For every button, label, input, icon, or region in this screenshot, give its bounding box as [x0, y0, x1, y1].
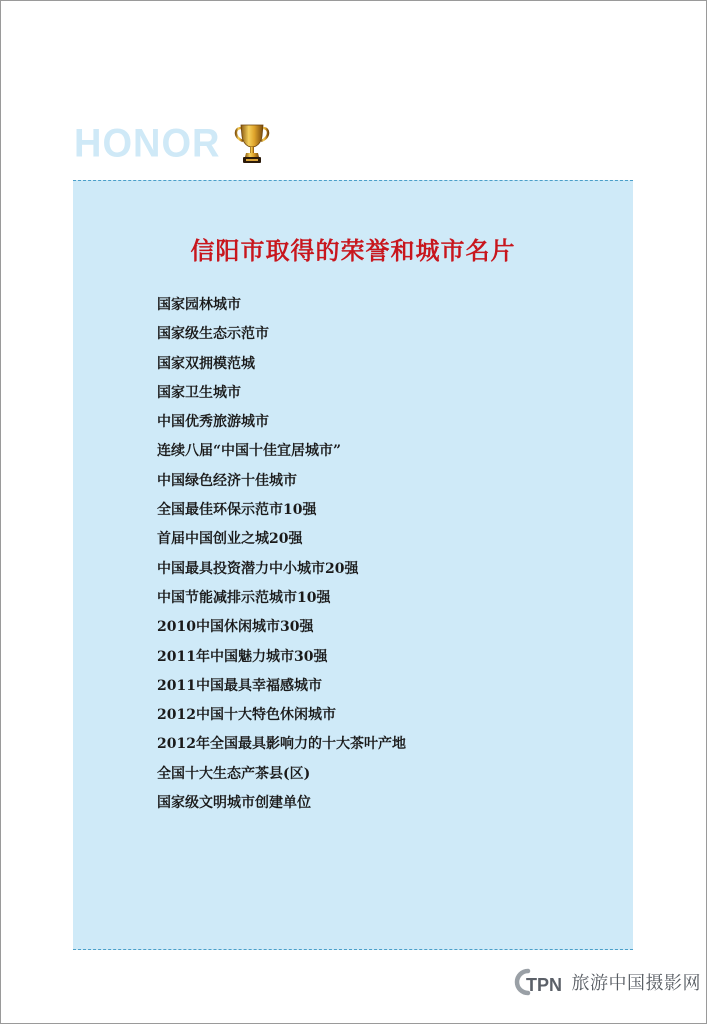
- list-item: 2012年全国最具影响力的十大茶叶产地: [157, 736, 406, 753]
- honor-panel: [73, 180, 633, 950]
- list-item: 中国节能减排示范城市10强: [157, 589, 331, 606]
- ctpn-logo: [512, 966, 570, 998]
- list-item: 国家级生态示范市: [157, 326, 269, 343]
- list-item: 中国绿色经济十佳城市: [157, 472, 297, 489]
- list-item: 国家卫生城市: [157, 384, 241, 401]
- list-item: 全国最佳环保示范市10强: [157, 502, 317, 519]
- list-item: 国家园林城市: [157, 297, 241, 313]
- list-item: 国家级文明城市创建单位: [157, 795, 311, 812]
- honor-header: [74, 122, 272, 166]
- honor-list: [157, 291, 406, 818]
- list-item: 中国优秀旅游城市: [157, 414, 269, 431]
- svg-text:TPN: TPN: [525, 975, 562, 995]
- list-item: 2010中国休闲城市30强: [157, 619, 314, 636]
- list-item: 国家双拥模范城: [157, 355, 255, 372]
- list-item: 中国最具投资潜力中小城市20强: [157, 560, 359, 577]
- list-item: 2011年中国魅力城市30强: [157, 648, 328, 665]
- trophy-icon: [232, 122, 272, 166]
- list-item: 2012中国十大特色休闲城市: [157, 707, 336, 724]
- watermark: [512, 966, 702, 998]
- list-item: 全国十大生态产茶县(区): [157, 765, 311, 782]
- list-item: 首届中国创业之城20强: [157, 531, 303, 548]
- list-item: 连续八届“中国十佳宜居城市”: [157, 443, 342, 460]
- honor-heading: HONOR: [74, 121, 221, 167]
- list-item: 2011中国最具幸福感城市: [157, 677, 322, 694]
- panel-title: 信阳市取得的荣誉和城市名片: [190, 236, 516, 265]
- watermark-text: 旅游中国摄影网: [571, 973, 701, 994]
